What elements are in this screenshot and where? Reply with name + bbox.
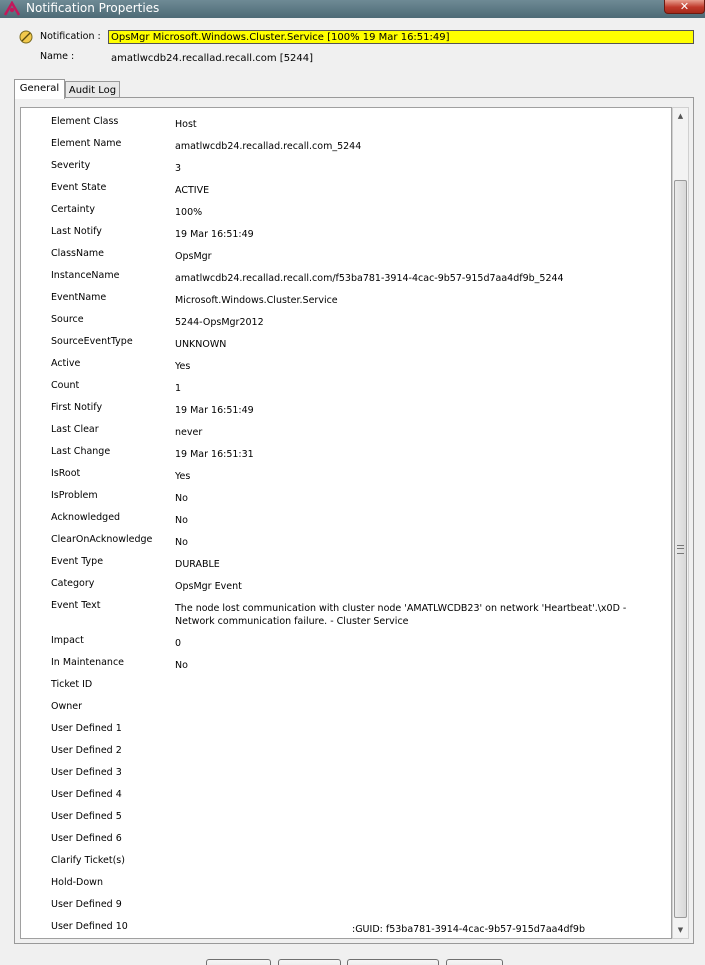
- property-value: 19 Mar 16:51:49: [175, 229, 254, 240]
- property-row: [21, 578, 671, 600]
- dialog-button-2[interactable]: [278, 959, 341, 965]
- property-row: [21, 701, 671, 723]
- property-label: Element Class: [51, 116, 119, 127]
- property-row: [21, 556, 671, 578]
- dialog-button-4[interactable]: [446, 959, 503, 965]
- property-label: Category: [51, 578, 95, 589]
- close-button[interactable]: ✕: [664, 0, 705, 14]
- property-row: [21, 402, 671, 424]
- property-value: No: [175, 660, 188, 671]
- property-label: Source: [51, 314, 84, 325]
- property-label: Hold-Down: [51, 877, 103, 888]
- property-value: 100%: [175, 207, 203, 218]
- property-label: User Defined 5: [51, 811, 122, 822]
- property-row: [21, 160, 671, 182]
- property-row: [21, 270, 671, 292]
- property-row: [21, 182, 671, 204]
- property-label: User Defined 2: [51, 745, 122, 756]
- scrollbar-grip-icon: [677, 545, 684, 554]
- property-value: Yes: [175, 361, 191, 372]
- property-row: [21, 921, 671, 939]
- tab-audit-log[interactable]: Audit Log: [65, 81, 120, 99]
- property-label: Clarify Ticket(s): [51, 855, 125, 866]
- dialog-button-1[interactable]: [206, 959, 271, 965]
- property-row: [21, 855, 671, 877]
- property-row: [21, 204, 671, 226]
- property-label: EventName: [51, 292, 107, 303]
- property-label: IsProblem: [51, 490, 98, 501]
- property-label: User Defined 10: [51, 921, 128, 932]
- property-label: InstanceName: [51, 270, 120, 281]
- property-row: [21, 745, 671, 767]
- property-row: [21, 292, 671, 314]
- property-label: Event State: [51, 182, 107, 193]
- property-row: [21, 833, 671, 855]
- property-value: 19 Mar 16:51:31: [175, 449, 254, 460]
- property-label: Active: [51, 358, 81, 369]
- property-value: DURABLE: [175, 559, 220, 570]
- property-row: [21, 248, 671, 270]
- name-value: amatlwcdb24.recallad.recall.com [5244]: [111, 53, 314, 64]
- property-label: ClearOnAcknowledge: [51, 534, 153, 545]
- property-value: ACTIVE: [175, 185, 210, 196]
- property-value: No: [175, 515, 188, 526]
- property-row: [21, 512, 671, 534]
- property-label: Severity: [51, 160, 91, 171]
- property-label: User Defined 6: [51, 833, 122, 844]
- property-value-continued: Network communication failure. - Cluster Service: [175, 616, 409, 627]
- title-bar[interactable]: [0, 0, 705, 18]
- property-row: [21, 424, 671, 446]
- property-label: Last Change: [51, 446, 111, 457]
- property-row: [21, 600, 671, 627]
- property-label: Last Notify: [51, 226, 102, 237]
- property-row: [21, 490, 671, 512]
- property-row: [21, 314, 671, 336]
- name-label: Name :: [40, 51, 75, 62]
- property-row: [21, 116, 671, 138]
- property-label: Last Clear: [51, 424, 99, 435]
- property-value: Yes: [175, 471, 191, 482]
- property-value: Host: [175, 119, 197, 130]
- property-value: No: [175, 493, 188, 504]
- property-label: Element Name: [51, 138, 122, 149]
- property-label: Owner: [51, 701, 83, 712]
- property-row: [21, 789, 671, 811]
- app-logo-icon: [2, 1, 22, 17]
- property-row: [21, 723, 671, 745]
- properties-list[interactable]: [20, 107, 672, 939]
- property-row: [21, 534, 671, 556]
- vertical-scrollbar[interactable]: [672, 107, 689, 939]
- property-label: User Defined 3: [51, 767, 122, 778]
- property-row: [21, 138, 671, 160]
- property-label: Ticket ID: [51, 679, 93, 690]
- property-row: [21, 468, 671, 490]
- property-row: [21, 380, 671, 402]
- property-value: 1: [175, 383, 182, 394]
- scrollbar-thumb[interactable]: [674, 180, 687, 918]
- notification-field: OpsMgr Microsoft.Windows.Cluster.Service [100% 19 Mar 16:51:49]: [108, 30, 694, 44]
- property-label: User Defined 9: [51, 899, 122, 910]
- property-label: Count: [51, 380, 80, 391]
- window-title: Notification Properties: [26, 1, 160, 15]
- property-value: 0: [175, 638, 182, 649]
- property-label: Impact: [51, 635, 84, 646]
- property-row: [21, 767, 671, 789]
- property-row: [21, 679, 671, 701]
- property-value: 3: [175, 163, 182, 174]
- property-label: ClassName: [51, 248, 105, 259]
- property-label: User Defined 4: [51, 789, 122, 800]
- property-row: [21, 657, 671, 679]
- property-label: First Notify: [51, 402, 103, 413]
- property-row: [21, 899, 671, 921]
- dialog-button-3[interactable]: [347, 959, 439, 965]
- scroll-up-arrow-icon[interactable]: ▲: [677, 112, 684, 120]
- property-row: [21, 358, 671, 380]
- tab-general[interactable]: General: [14, 79, 65, 99]
- property-label: SourceEventType: [51, 336, 133, 347]
- property-label: IsRoot: [51, 468, 81, 479]
- property-row: [21, 226, 671, 248]
- property-value: Microsoft.Windows.Cluster.Service: [175, 295, 338, 306]
- property-value: OpsMgr: [175, 251, 212, 262]
- scroll-down-arrow-icon[interactable]: ▼: [677, 926, 684, 934]
- property-value: OpsMgr Event: [175, 581, 242, 592]
- property-value: :GUID: f53ba781-3914-4cac-9b57-915d7aa4df9b: [352, 924, 585, 935]
- property-value: never: [175, 427, 203, 438]
- property-value: 5244-OpsMgr2012: [175, 317, 264, 328]
- property-label: Event Text: [51, 600, 101, 611]
- notification-status-icon: [19, 30, 33, 44]
- property-row: [21, 877, 671, 899]
- property-label: Acknowledged: [51, 512, 121, 523]
- property-label: Event Type: [51, 556, 104, 567]
- property-row: [21, 336, 671, 358]
- property-value: 19 Mar 16:51:49: [175, 405, 254, 416]
- property-value: No: [175, 537, 188, 548]
- property-row: [21, 635, 671, 657]
- property-label: Certainty: [51, 204, 95, 215]
- property-value: amatlwcdb24.recallad.recall.com_5244: [175, 141, 362, 152]
- property-value: UNKNOWN: [175, 339, 227, 350]
- property-label: User Defined 1: [51, 723, 122, 734]
- property-value: amatlwcdb24.recallad.recall.com/f53ba781-3914-4cac-9b57-915d7aa4df9b_5244: [175, 273, 564, 284]
- property-value: The node lost communication with cluster node 'AMATLWCDB23' on network 'Heartbeat'.\x0D -: [175, 603, 627, 614]
- property-row: [21, 811, 671, 833]
- notification-label: Notification :: [40, 31, 101, 42]
- property-row: [21, 446, 671, 468]
- property-label: In Maintenance: [51, 657, 125, 668]
